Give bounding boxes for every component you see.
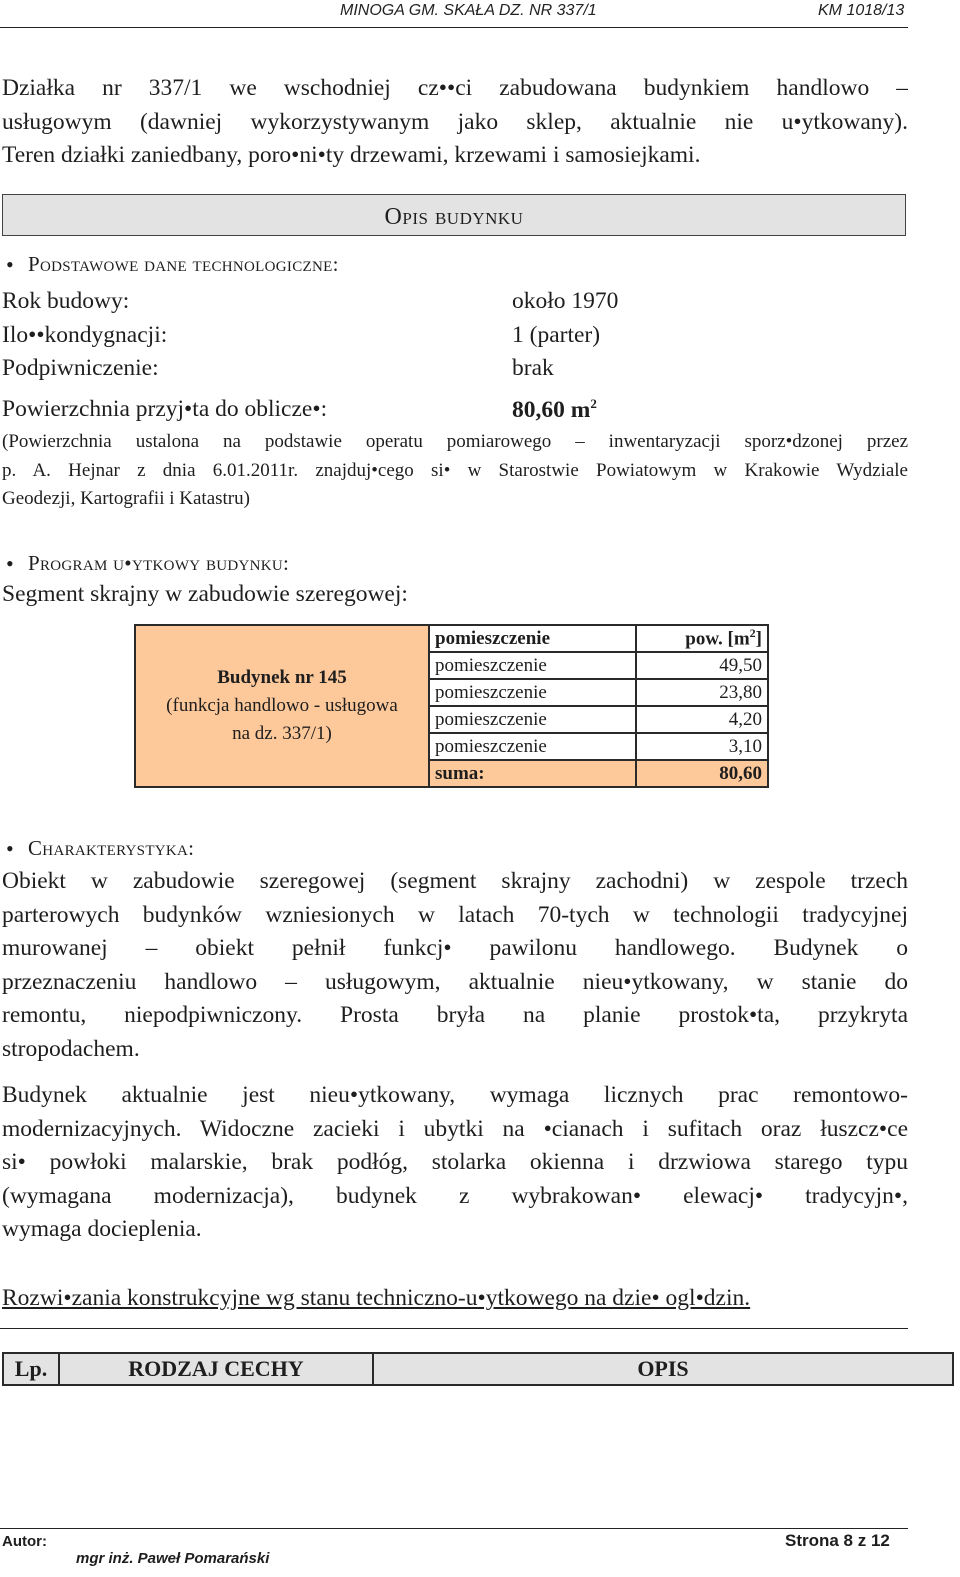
program-heading: Program u•ytkowy budynku: — [28, 551, 290, 575]
footer-page-number: Strona 8 z 12 — [785, 1531, 890, 1550]
intro-line: Działka nr 337/1 we wschodniej cz••ci zabudowana budynkiem handlowo – — [2, 75, 908, 101]
col-header-area-sup: 2 — [749, 626, 756, 641]
paragraph-line: si• powłoki malarskie, brak podłóg, stolarka okienna i drzwiowa starego typu — [2, 1149, 908, 1175]
room-name: pomieszczenie — [429, 652, 636, 679]
intro-line: Teren działki zaniedbany, poro•ni•ty drzewami, krzewami i samosiejkami. — [2, 142, 701, 168]
tech-heading: Podstawowe dane technologiczne: — [28, 252, 339, 276]
col-header-area-end: ] — [755, 628, 762, 650]
room-area: 3,10 — [636, 733, 768, 760]
room-area: 49,50 — [636, 652, 768, 679]
area-value-text: 80,60 m — [512, 396, 591, 423]
header-doc-title: MINOGA GM. SKAŁA DZ. NR 337/1 — [340, 2, 597, 19]
room-name: pomieszczenie — [429, 679, 636, 706]
paragraph-line: parterowych budynków wzniesionych w latach 70-tych w technologii tradycyjnej — [2, 901, 908, 928]
intro-paragraph — [2, 72, 908, 173]
building-plot: na dz. 337/1) — [232, 723, 332, 744]
area-unit-sup: 2 — [590, 396, 597, 411]
col-header-type: RODZAJ CECHY — [59, 1353, 373, 1385]
room-name: pomieszczenie — [429, 706, 636, 733]
paragraph-line: przeznaczeniu handlowo – usługowym, aktualnie nieu•ytkowany, w stanie do — [2, 968, 908, 995]
bullet-icon: • — [6, 252, 14, 277]
paragraph-line: Budynek aktualnie jest nieu•ytkowany, wymaga licznych prac remontowo- — [2, 1082, 908, 1108]
room-area: 23,80 — [636, 679, 768, 706]
note-line: (Powierzchnia ustalona na podstawie operatu pomiarowego – inwentaryzacji sporz•dzonej przez — [2, 431, 908, 452]
paragraph-line: wymaga docieplenia. — [2, 1216, 202, 1242]
col-header-room: pomieszczenie — [429, 625, 636, 652]
sum-label: suma: — [429, 760, 636, 787]
sum-value: 80,60 — [636, 760, 768, 787]
tech-value: brak — [512, 355, 554, 381]
col-header-area — [636, 625, 768, 652]
section-title-box — [2, 194, 906, 236]
paragraph-line: Obiekt w zabudowie szeregowej (segment skrajny zachodni) w zespole trzech — [2, 868, 908, 894]
tech-label: Rok budowy: — [2, 288, 130, 314]
room-name: pomieszczenie — [429, 733, 636, 760]
note-line: Geodezji, Kartografii i Katastru) — [2, 488, 250, 509]
tech-label: Podpiwniczenie: — [2, 355, 159, 381]
footer-author-name: mgr inż. Paweł Pomarański — [76, 1550, 270, 1567]
charakterystyka-paragraph-2 — [2, 1079, 908, 1247]
note-line: p. A. Hejnar z dnia 6.01.2011r. znajduj•cego si• w Starostwie Powiatowym w Krakowie Wydziale — [2, 459, 908, 481]
room-area: 4,20 — [636, 706, 768, 733]
paragraph-line: modernizacyjnych. Widoczne zacieki i ubytki na •cianach i sufitach oraz łuszcz•ce — [2, 1115, 908, 1142]
area-value — [512, 396, 597, 424]
solutions-heading: Rozwi•zania konstrukcyjne wg stanu techniczno-u•ytkowego na dzie• ogl•dzin. — [2, 1285, 751, 1311]
section-title: Opis budynku — [384, 204, 524, 230]
tech-value: 1 (parter) — [512, 322, 601, 348]
tech-value: około 1970 — [512, 288, 619, 314]
bullet-icon: • — [6, 551, 14, 576]
footer-rule — [0, 1528, 908, 1529]
paragraph-line: remontu, niepodpiwniczony. Prosta bryła na planie prostok•ta, przykryta — [2, 1002, 908, 1028]
bullet-icon: • — [6, 836, 14, 861]
intro-line: usługowym (dawniej wykorzystywanym jako sklep, aktualnie nie u•ytkowany). — [2, 108, 908, 135]
features-header-row — [3, 1353, 953, 1385]
building-function: (funkcja handlowo - usługowa — [166, 695, 398, 716]
building-name: Budynek nr 145 — [217, 667, 347, 688]
building-cell — [135, 625, 429, 787]
header-doc-number: KM 1018/13 — [818, 2, 905, 19]
features-table — [2, 1352, 954, 1386]
header-rule — [0, 27, 908, 28]
area-note — [2, 428, 908, 514]
footer-author-label: Autor: — [2, 1533, 47, 1550]
table-header-row — [135, 625, 768, 652]
program-subtitle: Segment skrajny w zabudowie szeregowej: — [2, 581, 408, 607]
tech-label: Ilo••kondygnacji: — [2, 322, 168, 348]
col-header-lp: Lp. — [3, 1353, 59, 1385]
col-header-desc: OPIS — [373, 1353, 953, 1385]
paragraph-line: stropodachem. — [2, 1035, 140, 1062]
charakterystyka-paragraph-1 — [2, 865, 908, 1066]
col-header-area-text: pow. [m — [685, 628, 750, 650]
paragraph-line: murowanej – obiekt pełnił funkcj• pawilonu handlowego. Budynek o — [2, 935, 908, 961]
separator-line — [0, 1328, 908, 1329]
rooms-table — [134, 624, 769, 788]
area-label: Powierzchnia przyj•ta do oblicze•: — [2, 396, 328, 422]
charakterystyka-heading: Charakterystyka: — [28, 836, 195, 860]
paragraph-line: (wymagana modernizacja), budynek z wybrakowan• elewacj• tradycyjn•, — [2, 1182, 908, 1209]
